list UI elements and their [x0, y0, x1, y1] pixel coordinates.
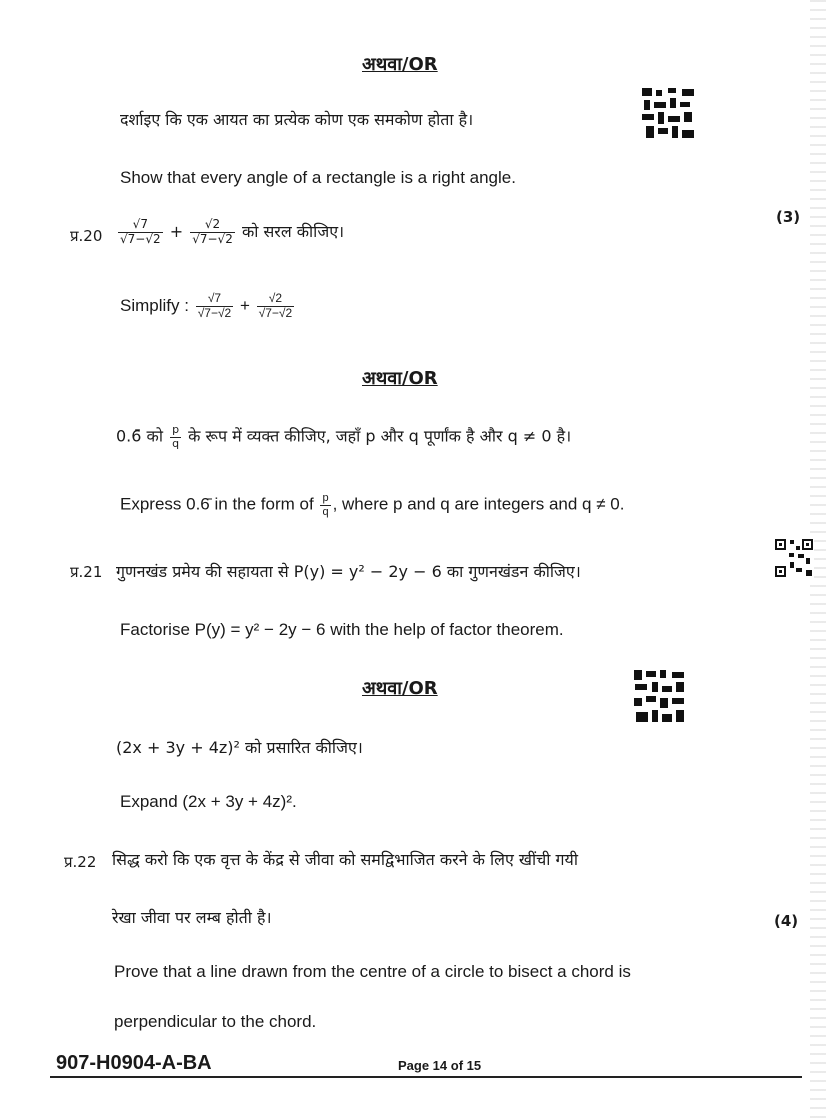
recurring-decimal-hindi: 0.6̄ को $\frac{p}{q}$ के रूप में व्यक्त कीजिए, जहाँ p और q पूर्णांक है और q ≠ 0 है।	[116, 423, 572, 450]
q20-hindi-text: को सरल कीजिए।	[241, 221, 345, 241]
or-heading-3: अथवा/OR	[362, 678, 438, 699]
q21-hindi: गुणनखंड प्रमेय की सहायता से P(y) = y² − 2y − 6 का गुणनखंडन कीजिए।	[116, 562, 581, 581]
fraction-p-q: $\frac{p}{q}$	[172, 423, 180, 450]
expand-english: Expand (2x + 3y + 4z)².	[120, 792, 297, 811]
or-heading-1: अथवा/OR	[362, 54, 438, 75]
page-number: Page 14 of 15	[398, 1058, 482, 1073]
recurring-decimal-english: Express 0.6̄ in the form of $\frac{p}{q}$ , where p and q are integers and q ≠ 0.	[120, 492, 625, 518]
q20-hindi: $\frac{√7}{√7-√2}$ + $\frac{√2}{√7-√2}$ को सरल कीजिए।	[120, 217, 345, 246]
marks-q22: (4)	[774, 912, 799, 930]
rectangle-question-english: Show that every angle of a rectangle is a right angle.	[120, 168, 516, 187]
fraction-2: $\frac{√2}{√7-√2}$	[192, 217, 233, 246]
q21-english: Factorise P(y) = y² − 2y − 6 with the help of factor theorem.	[120, 620, 564, 639]
fraction-p-q-en: $\frac{p}{q}$	[322, 492, 329, 518]
rectangle-question-hindi: दर्शाइए कि एक आयत का प्रत्येक कोण एक समकोण होता है।	[120, 110, 474, 129]
qr-code-icon	[640, 86, 698, 142]
question-number-21: प्र.21	[70, 563, 103, 581]
question-number-22: प्र.22	[64, 853, 97, 871]
q22-english-line-2: perpendicular to the chord.	[114, 1012, 317, 1031]
q22-hindi-line-1: सिद्ध करो कि एक वृत्त के केंद्र से जीवा को समद्विभाजित करने के लिए खींची गयी	[112, 850, 578, 869]
qr-code-icon	[774, 538, 814, 578]
footer-rule	[50, 1076, 802, 1078]
qr-code-icon	[632, 668, 688, 726]
fraction-4: $\frac{√2}{√7-√2}$	[258, 291, 293, 320]
q22-english-line-1: Prove that a line drawn from the centre of a circle to bisect a chord is	[114, 962, 631, 981]
expand-hindi: (2x + 3y + 4z)² को प्रसारित कीजिए।	[116, 738, 363, 757]
or-heading-2: अथवा/OR	[362, 368, 438, 389]
fraction-3: $\frac{√7}{√7-√2}$	[197, 291, 232, 320]
q20-english: Simplify : $\frac{√7}{√7-√2}$ + $\frac{√2}{√7-√2}$	[120, 291, 293, 320]
paper-code: 907-H0904-A-BA	[56, 1052, 212, 1074]
marks-q20: (3)	[776, 208, 801, 226]
fraction-1: $\frac{√7}{√7-√2}$	[120, 217, 161, 246]
q22-hindi-line-2: रेखा जीवा पर लम्ब होती है।	[112, 908, 272, 927]
question-number-20: प्र.20	[70, 227, 103, 245]
